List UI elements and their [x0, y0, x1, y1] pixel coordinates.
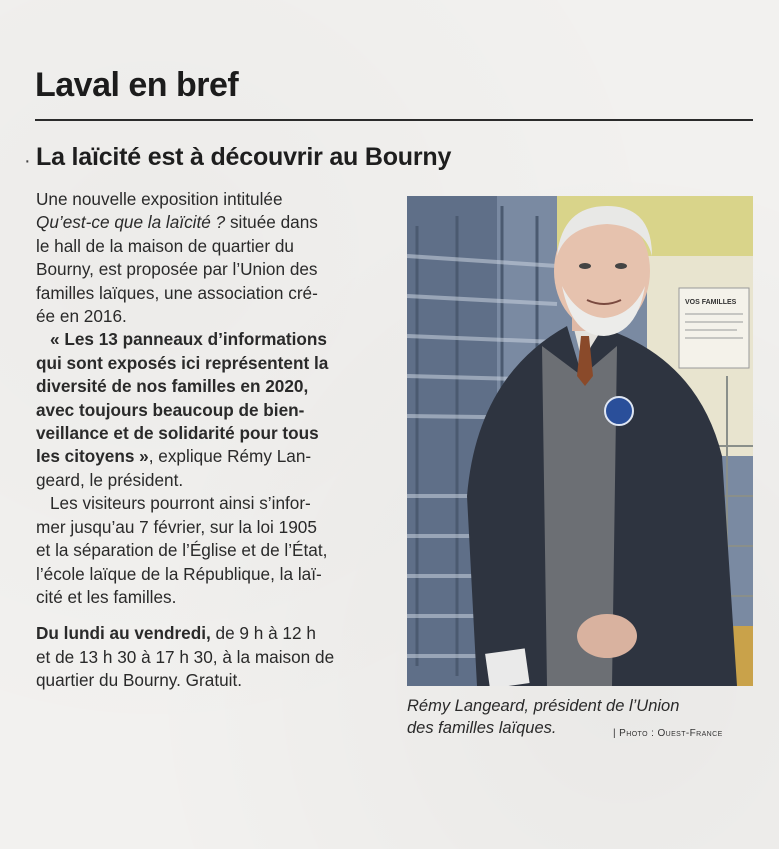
visit-line-5: cité et les familles. — [36, 586, 177, 607]
section-rule — [35, 119, 753, 121]
caption-line-2: des familles laïques. — [407, 719, 557, 737]
article-photo — [407, 196, 753, 686]
quote-line-6: les citoyens » — [36, 446, 149, 467]
intro-line-2b: située dans — [225, 212, 318, 233]
quote-line-4: avec toujours beaucoup de bien- — [36, 399, 305, 420]
hours-days: Du lundi au vendredi, — [36, 623, 211, 644]
intro-line-5: familles laïques, une association cré- — [36, 282, 318, 303]
hours-line-3: quartier du Bourny. Gratuit. — [36, 670, 243, 691]
hours-line-1: de 9 h à 12 h — [210, 623, 316, 644]
quote-line-1: « Les 13 panneaux d’informations — [50, 329, 327, 350]
exhibition-title: Qu’est-ce que la laïcité ? — [36, 212, 226, 233]
poster-text: VOS FAMILLES — [685, 299, 737, 306]
caption-line-1: Rémy Langeard, président de l’Union — [407, 697, 680, 715]
intro-line-4: Bourny, est proposée par l’Union des — [36, 259, 318, 280]
hours-line-2: et de 13 h 30 à 17 h 30, à la maison de — [36, 646, 335, 667]
article-headline: La laïcité est à découvrir au Bourny — [36, 143, 452, 171]
quote-line-2: qui sont exposés ici représentent la — [36, 352, 329, 373]
section-title: Laval en bref — [35, 66, 239, 104]
article-body — [36, 188, 382, 693]
visit-line-4: l’école laïque de la République, la laï- — [36, 563, 322, 584]
hours-paragraph — [36, 622, 382, 692]
intro-line-1: Une nouvelle exposition intitulée — [36, 189, 283, 209]
intro-line-3: le hall de la maison de quartier du — [36, 235, 294, 256]
visit-line-3: et la séparation de l’Église et de l’État, — [36, 540, 328, 561]
quote-line-5: veillance et de solidarité pour tous — [36, 423, 319, 444]
quote-attribution-1: , explique Rémy Lan- — [148, 446, 312, 467]
headline-bullet: · — [24, 150, 31, 172]
visit-line-2: mer jusqu’au 7 février, sur la loi 1905 — [36, 516, 317, 537]
visit-line-1: Les visiteurs pourront ainsi s’infor- — [50, 493, 311, 514]
visit-paragraph — [36, 492, 382, 609]
photo-credit: | Photo : Ouest-France — [613, 728, 723, 739]
quote-attribution-2: geard, le président. — [36, 469, 184, 490]
portrait-illustration — [407, 196, 753, 686]
quote-line-3: diversité de nos familles en 2020, — [36, 376, 309, 397]
intro-line-6: ée en 2016. — [36, 306, 127, 327]
intro-paragraph — [36, 188, 382, 328]
quote-paragraph — [36, 328, 382, 492]
